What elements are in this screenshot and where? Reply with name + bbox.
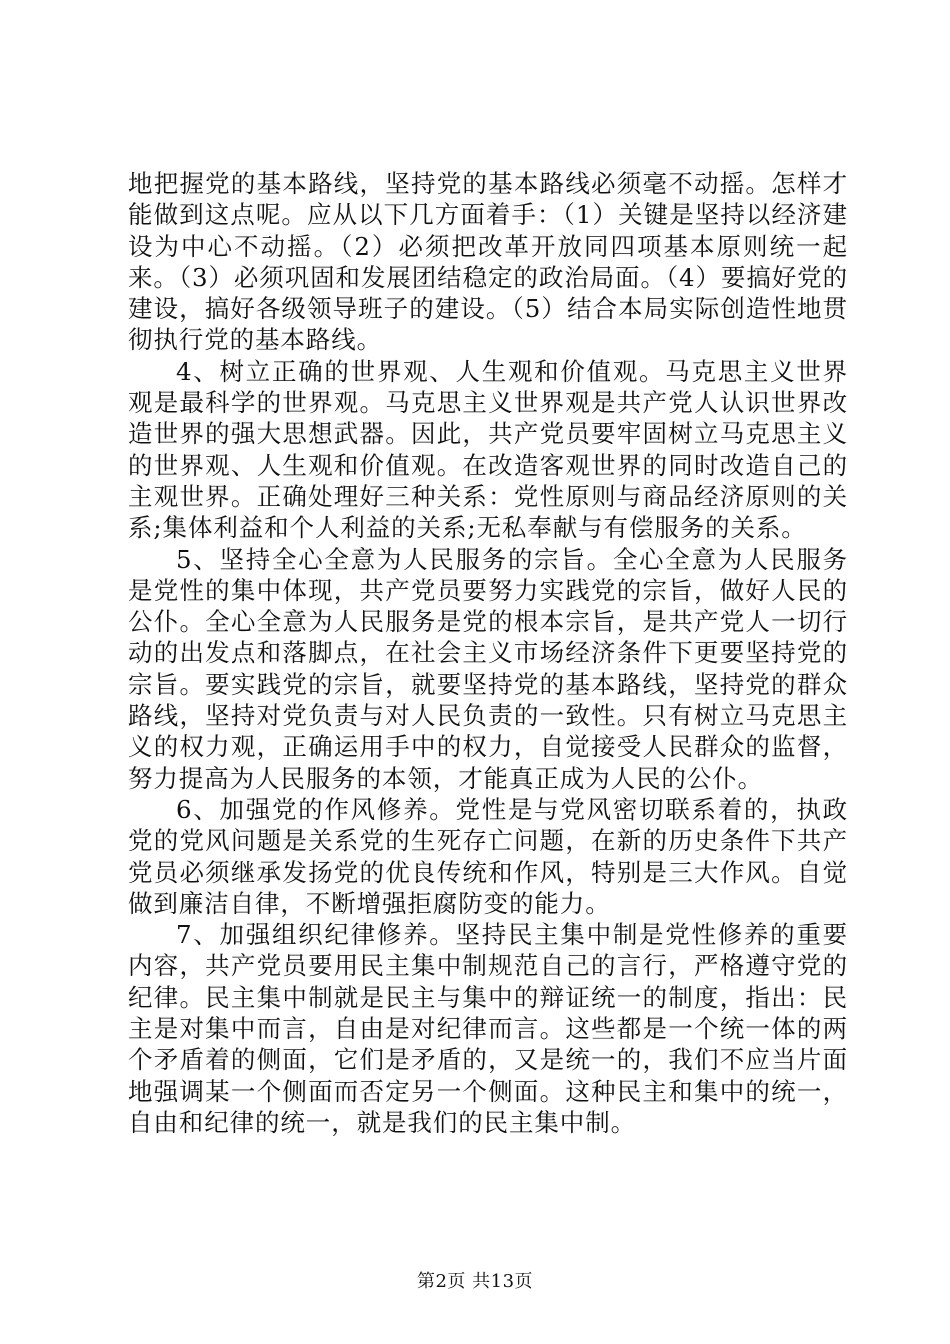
paragraph-item-7: 7、加强组织纪律修养。坚持民主集中制是党性修养的重要内容，共产党员要用民主集中制规范自己的言行，严格遵守党的纪律。民主集中制就是民主与集中的辩证统一的制度，指出：民主是对集中而言，自由是对纪律而言。这些都是一个统一体的两个矛盾着的侧面，它们是矛盾的，又是统一的，我们不应当片面地强调某一个侧面而否定另一个侧面。这种民主和集中的统一，自由和纪律的统一，就是我们的民主集中制。 bbox=[128, 920, 848, 1137]
paragraph-continuation: 地把握党的基本路线，坚持党的基本路线必须毫不动摇。怎样才能做到这点呢。应从以下几方面着手：（1）关键是坚持以经济建设为中心不动摇。（2）必须把改革开放同四项基本原则统一起来。（3）必须巩固和发展团结稳定的政治局面。（4）要搞好党的建设，搞好各级领导班子的建设。（5）结合本局实际创造性地贯彻执行党的基本路线。 bbox=[128, 169, 848, 355]
document-body bbox=[128, 168, 848, 1138]
paragraph-item-5: 5、坚持全心全意为人民服务的宗旨。全心全意为人民服务是党性的集中体现，共产党员要努力实践党的宗旨，做好人民的公仆。全心全意为人民服务是党的根本宗旨，是共产党人一切行动的出发点和落脚点，在社会主义市场经济条件下更要坚持党的宗旨。要实践党的宗旨，就要坚持党的基本路线，坚持党的群众路线，坚持对党负责与对人民负责的一致性。只有树立马克思主义的权力观，正确运用手中的权力，自觉接受人民群众的监督，努力提高为人民服务的本领，才能真正成为人民的公仆。 bbox=[128, 544, 848, 793]
page-footer: 第2页 共13页 bbox=[416, 1271, 534, 1292]
paragraph-item-4: 4、树立正确的世界观、人生观和价值观。马克思主义世界观是最科学的世界观。马克思主义世界观是共产党人认识世界改造世界的强大思想武器。因此，共产党员要牢固树立马克思主义的世界观、人生观和价值观。在改造客观世界的同时改造自己的主观世界。正确处理好三种关系：党性原则与商品经济原则的关系;集体利益和个人利益的关系;无私奉献与有偿服务的关系。 bbox=[128, 356, 848, 543]
paragraph-item-6: 6、加强党的作风修养。党性是与党风密切联系着的，执政党的党风问题是关系党的生死存亡问题，在新的历史条件下共产党员必须继承发扬党的优良传统和作风，特别是三大作风。自觉做到廉洁自律，不断增强拒腐防变的能力。 bbox=[128, 794, 848, 918]
